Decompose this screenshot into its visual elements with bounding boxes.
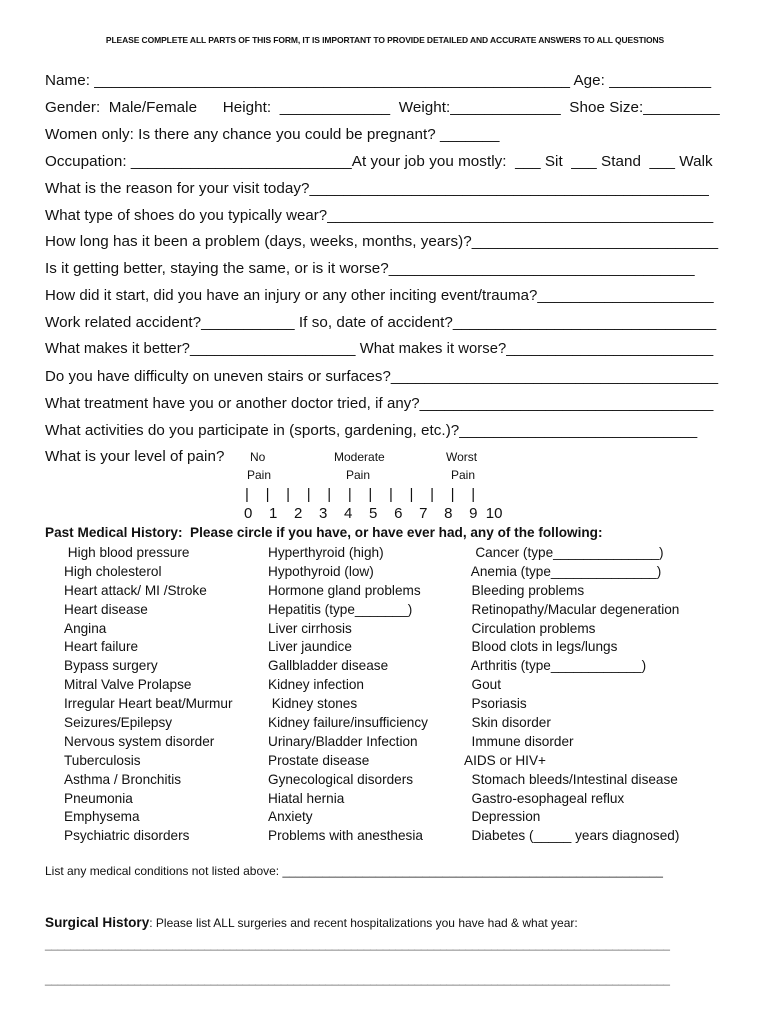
occupation-line[interactable]: Occupation: __________________________At your job you mostly: ___ Sit ___ Stand ___ Walk xyxy=(45,153,713,170)
pmh-column-3 xyxy=(464,544,679,846)
condition-item[interactable]: Depression xyxy=(464,809,541,825)
surgical-history-line-2[interactable]: __________________________________________________________________________________________________ xyxy=(45,972,670,986)
condition-item[interactable]: Immune disorder xyxy=(464,733,574,749)
past-medical-history-title: Past Medical History: Please circle if you have, or have ever had, any of the following: xyxy=(45,525,603,540)
condition-item[interactable]: Diabetes (_____ years diagnosed) xyxy=(464,828,680,844)
pain-label-no: No xyxy=(250,450,266,464)
surgical-history-text: : Please list ALL surgeries and recent hospitalizations you have had & what year: xyxy=(149,916,578,930)
pain-label-worst-pain: Pain xyxy=(451,468,476,482)
condition-item[interactable]: Psychiatric disorders xyxy=(64,828,190,844)
work-accident-line[interactable]: Work related accident?___________ If so, date of accident?_______________________________ xyxy=(45,314,717,331)
condition-item[interactable]: Anemia (type______________) xyxy=(464,563,662,579)
condition-item[interactable]: Cancer (type______________) xyxy=(464,545,664,560)
condition-item[interactable]: Angina xyxy=(64,620,107,636)
pain-label-moderate-pain: Pain xyxy=(346,468,371,482)
condition-item[interactable]: Circulation problems xyxy=(464,620,596,636)
shoes-line[interactable]: What type of shoes do you typically wear?______________________________________________ xyxy=(45,207,714,224)
condition-item[interactable]: Heart failure xyxy=(64,639,139,655)
condition-item[interactable]: High blood pressure xyxy=(64,545,190,560)
problem-duration-line[interactable]: How long has it been a problem (days, weeks, months, years)?_____________________________ xyxy=(45,233,719,250)
surgical-history-prompt xyxy=(45,915,578,930)
condition-item[interactable]: Heart attack/ MI /Stroke xyxy=(64,582,207,598)
condition-item[interactable]: Hypothyroid (low) xyxy=(268,563,374,579)
condition-item[interactable]: Gastro-esophageal reflux xyxy=(464,790,625,806)
condition-item[interactable]: Kidney stones xyxy=(268,696,358,712)
pain-label-moderate: Moderate xyxy=(334,450,385,464)
other-conditions-line[interactable]: List any medical conditions not listed above: _________________________________________________________ xyxy=(45,864,663,878)
condition-item[interactable]: Nervous system disorder xyxy=(64,733,215,749)
activities-line[interactable]: What activities do you participate in (sports, gardening, etc.)?____________________________ xyxy=(45,422,698,439)
pain-scale-numbers[interactable]: 0 1 2 3 4 5 6 7 8 9 10 xyxy=(244,505,503,522)
condition-item[interactable]: AIDS or HIV+ xyxy=(464,752,546,768)
condition-item[interactable]: Psoriasis xyxy=(464,696,527,712)
condition-item[interactable]: Hormone gland problems xyxy=(268,582,421,598)
condition-item[interactable]: Urinary/Bladder Infection xyxy=(268,733,418,749)
problem-trend-line[interactable]: Is it getting better, staying the same, or is it worse?____________________________________ xyxy=(45,260,695,277)
condition-item[interactable]: Problems with anesthesia xyxy=(268,828,423,844)
condition-item[interactable]: Pneumonia xyxy=(64,790,133,806)
uneven-surfaces-line[interactable]: Do you have difficulty on uneven stairs or surfaces?_______________________________________ xyxy=(45,368,719,385)
condition-item[interactable]: Hepatitis (type_______) xyxy=(268,601,413,617)
condition-item[interactable]: Hiatal hernia xyxy=(268,790,345,806)
visit-reason-line[interactable]: What is the reason for your visit today?_______________________________________________ xyxy=(45,180,709,197)
condition-item[interactable]: Arthritis (type____________) xyxy=(464,658,647,674)
pain-scale-ticks: | | | | | | | | | | | | xyxy=(245,486,476,503)
condition-item[interactable]: Tuberculosis xyxy=(64,752,141,768)
pregnancy-line[interactable]: Women only: Is there any chance you could be pregnant? _______ xyxy=(45,126,500,143)
condition-item[interactable]: Anxiety xyxy=(268,809,313,825)
condition-item[interactable]: Emphysema xyxy=(64,809,140,825)
condition-item[interactable]: Hyperthyroid (high) xyxy=(268,545,384,560)
injury-onset-line[interactable]: How did it start, did you have an injury or any other inciting event/trauma?_____________________ xyxy=(45,287,714,304)
condition-item[interactable]: Gynecological disorders xyxy=(268,771,414,787)
better-worse-line[interactable]: What makes it better?____________________ What makes it worse?_________________________ xyxy=(45,341,714,357)
condition-item[interactable]: Heart disease xyxy=(64,601,148,617)
pmh-column-2 xyxy=(268,544,428,846)
condition-item[interactable]: Prostate disease xyxy=(268,752,370,768)
condition-item[interactable]: Bypass surgery xyxy=(64,658,158,674)
gender-height-weight-line[interactable]: Gender: Male/Female Height: _____________ Weight:_____________ Shoe Size:_________ xyxy=(45,99,720,116)
form-instructions: PLEASE COMPLETE ALL PARTS OF THIS FORM, IT IS IMPORTANT TO PROVIDE DETAILED AND ACCURATE ANSWERS TO ALL QUESTIONS xyxy=(105,35,665,45)
pain-label-no-pain: Pain xyxy=(247,468,272,482)
pmh-column-1 xyxy=(64,544,232,846)
condition-item[interactable]: Retinopathy/Macular degeneration xyxy=(464,601,680,617)
condition-item[interactable]: Liver jaundice xyxy=(268,639,352,655)
condition-item[interactable]: Kidney failure/insufficiency xyxy=(268,715,428,731)
condition-item[interactable]: Skin disorder xyxy=(464,715,551,731)
name-age-line[interactable]: Name: ________________________________________________________ Age: ____________ xyxy=(45,72,712,89)
pain-label-worst: Worst xyxy=(446,450,478,464)
condition-item[interactable]: Blood clots in legs/lungs xyxy=(464,639,618,655)
condition-item[interactable]: Liver cirrhosis xyxy=(268,620,352,636)
condition-item[interactable]: High cholesterol xyxy=(64,563,162,579)
condition-item[interactable]: Irregular Heart beat/Murmur xyxy=(64,696,233,712)
condition-item[interactable]: Asthma / Bronchitis xyxy=(64,771,182,787)
condition-item[interactable]: Mitral Valve Prolapse xyxy=(64,677,192,693)
condition-item[interactable]: Gout xyxy=(464,677,502,693)
condition-item[interactable]: Bleeding problems xyxy=(464,582,585,598)
surgical-history-label: Surgical History xyxy=(45,915,150,930)
surgical-history-line-1[interactable]: __________________________________________________________________________________________________ xyxy=(45,937,670,951)
condition-item[interactable]: Gallbladder disease xyxy=(268,658,389,674)
condition-item[interactable]: Stomach bleeds/Intestinal disease xyxy=(464,771,678,787)
condition-item[interactable]: Seizures/Epilepsy xyxy=(64,715,173,731)
pain-question: What is your level of pain? xyxy=(45,448,225,465)
condition-item[interactable]: Kidney infection xyxy=(268,677,364,693)
prior-treatment-line[interactable]: What treatment have you or another doctor tried, if any?___________________________________ xyxy=(45,395,714,412)
